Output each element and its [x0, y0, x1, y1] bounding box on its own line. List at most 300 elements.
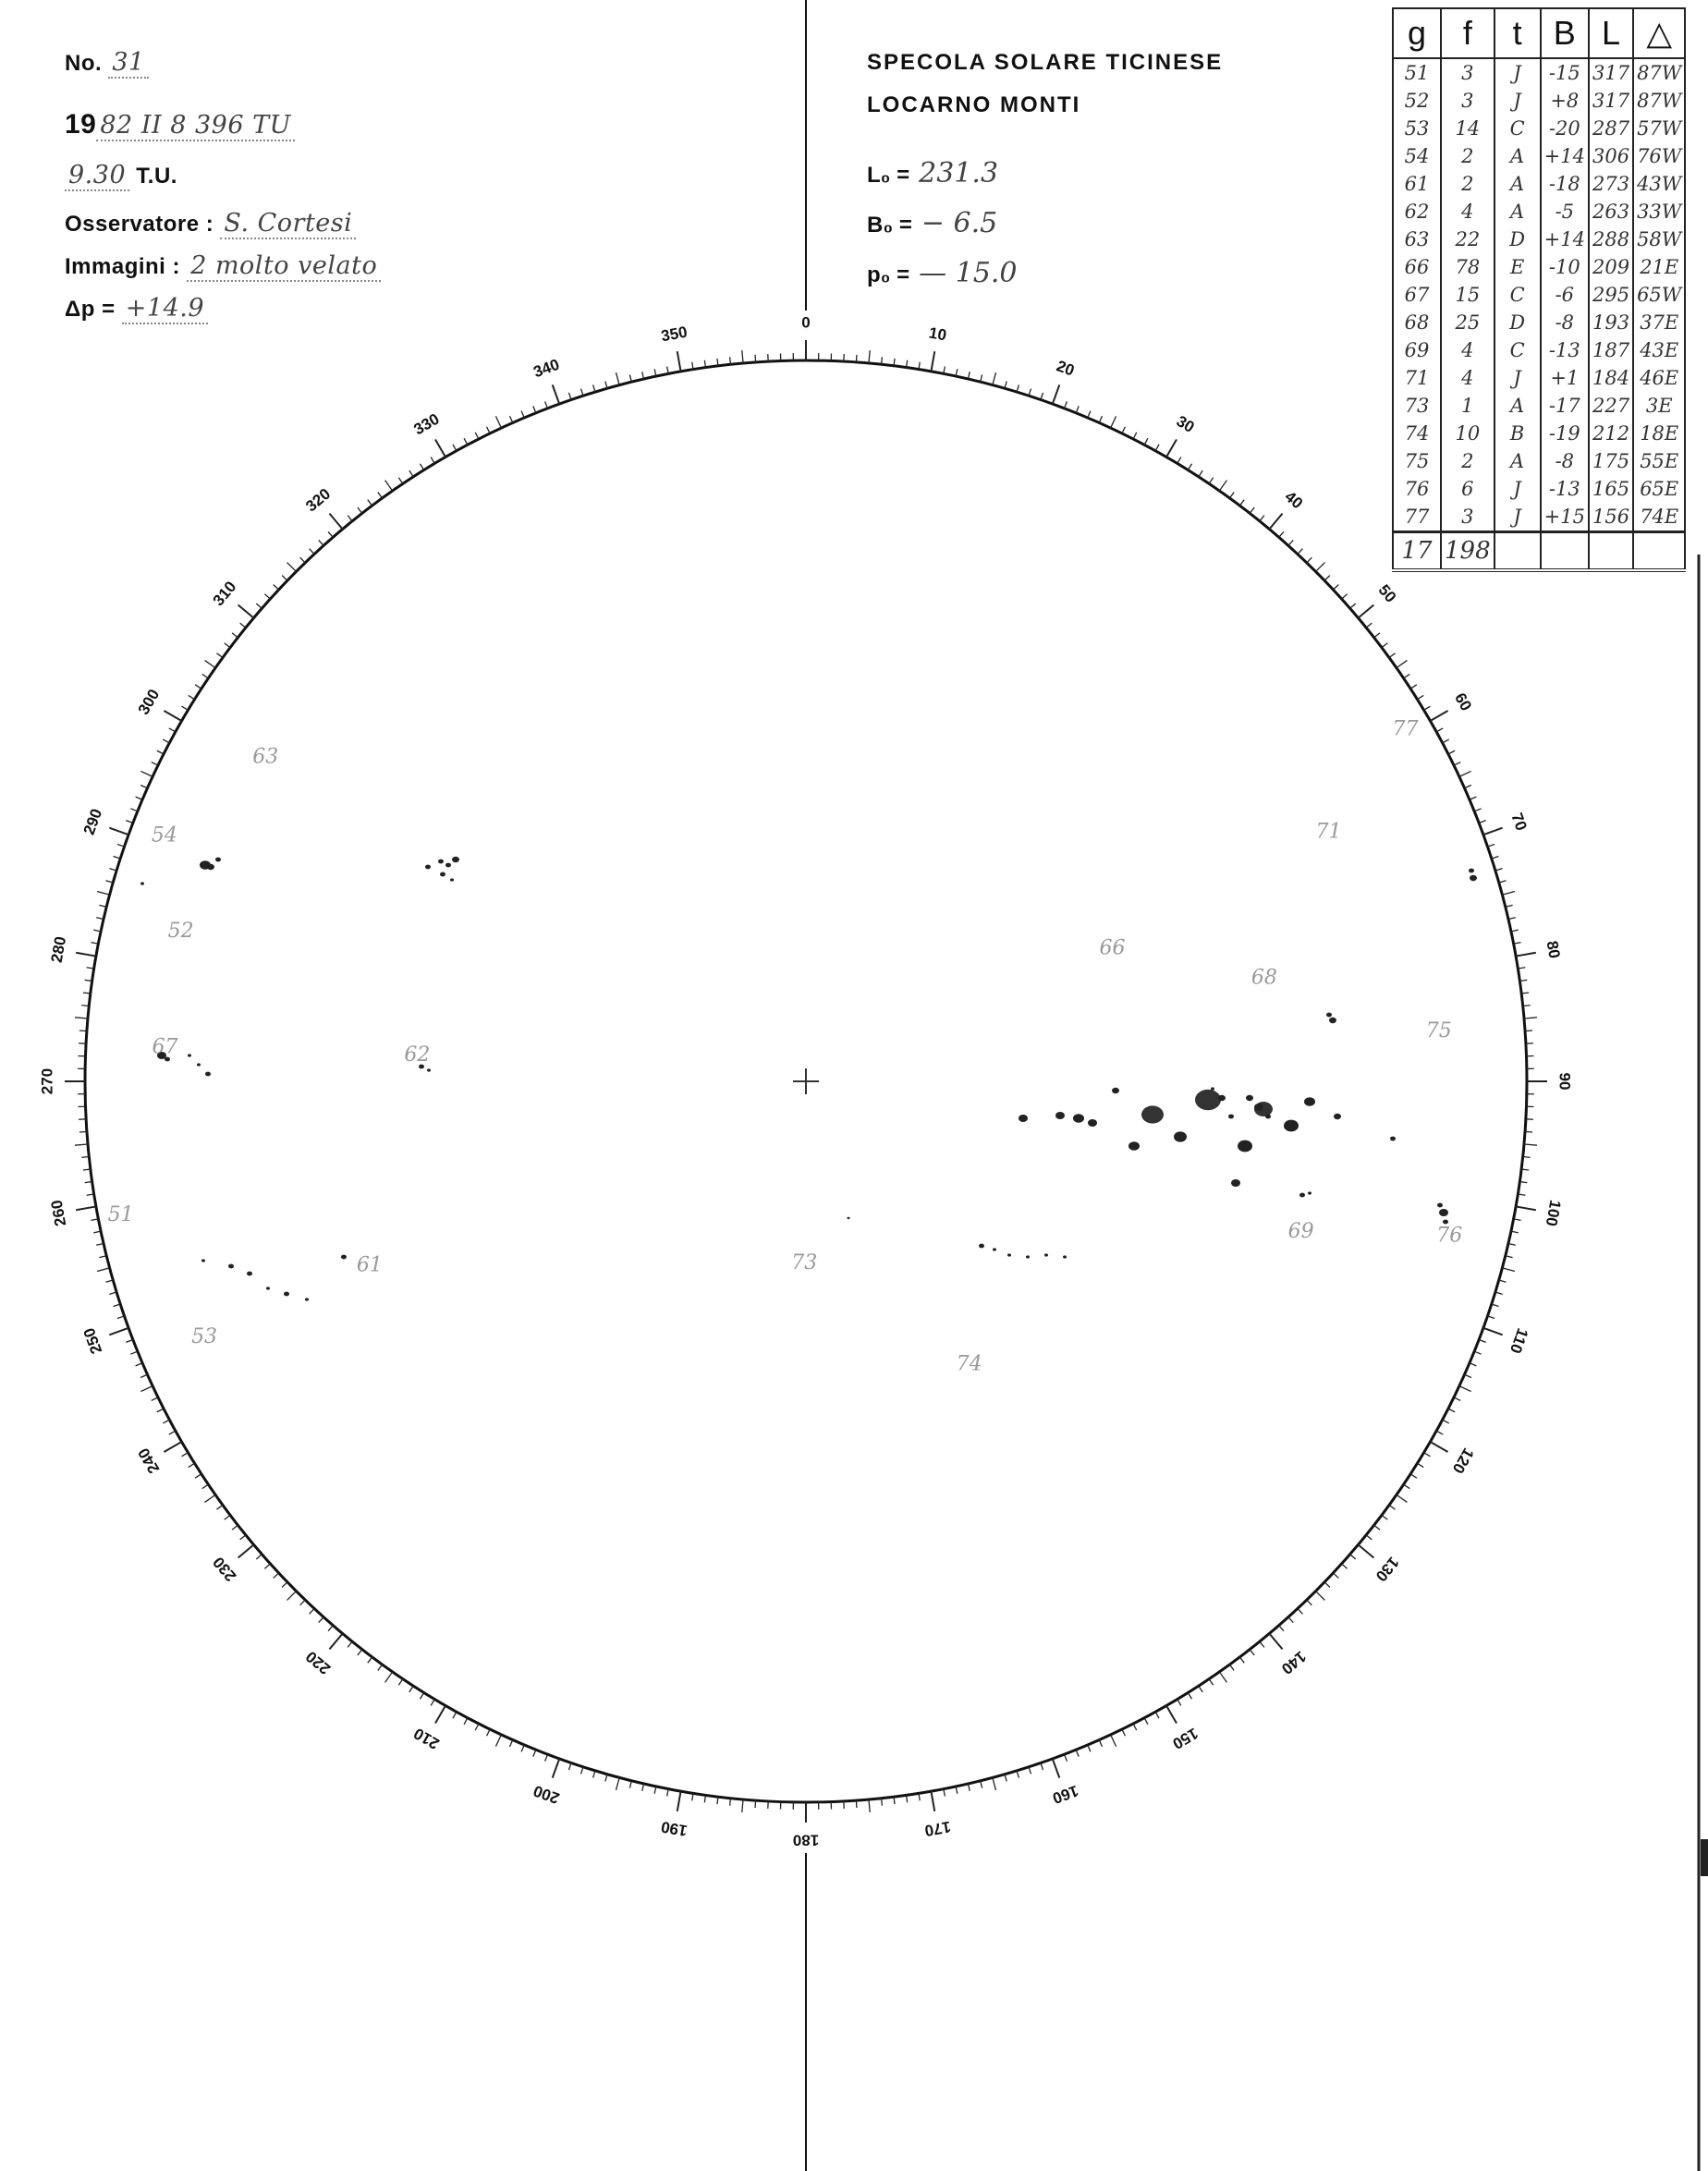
table-cell: -8 — [1541, 447, 1589, 475]
scale-label: 310 — [209, 578, 240, 610]
scale-tick — [1350, 1555, 1356, 1559]
scale-tick — [616, 372, 619, 385]
table-cell: 156 — [1589, 503, 1633, 532]
group-label: 68 — [1250, 966, 1277, 990]
group-label: 61 — [356, 1253, 383, 1277]
group-label: 77 — [1392, 717, 1419, 741]
scale-tick — [216, 1505, 222, 1509]
scale-tick — [1470, 797, 1476, 799]
param-L0-value: 231.3 — [919, 157, 999, 189]
scale-tick — [1342, 1564, 1348, 1568]
scale-tick — [1479, 821, 1485, 823]
sheet-number-value: 31 — [108, 48, 148, 79]
scale-tick — [97, 891, 110, 895]
group-label: 73 — [791, 1250, 818, 1275]
scale-tick — [882, 357, 883, 364]
scale-tick — [169, 728, 176, 732]
scale-label: 250 — [79, 1325, 106, 1357]
scale-tick — [130, 1351, 137, 1354]
scale-tick — [378, 492, 383, 497]
scale-tick — [1525, 1131, 1532, 1132]
table-cell: 66 — [1393, 253, 1441, 281]
sunspot — [197, 1063, 201, 1066]
scale-label: 210 — [410, 1724, 443, 1753]
table-cell: 67 — [1393, 281, 1441, 309]
scale-tick — [1229, 492, 1234, 497]
scale-tick — [1288, 1617, 1293, 1623]
table-cell: 43W — [1633, 170, 1685, 198]
images-value: 2 molto velato — [187, 251, 381, 282]
scale-tick — [202, 674, 209, 677]
table-cell: 193 — [1589, 309, 1633, 336]
table-cell: 15 — [1441, 281, 1494, 309]
scale-tick — [521, 411, 524, 418]
col-header-delta: △ — [1633, 8, 1685, 58]
sunspot — [438, 860, 444, 864]
scale-tick — [1524, 1144, 1537, 1145]
table-cell: 76 — [1393, 475, 1441, 503]
group-label: 67 — [152, 1035, 178, 1059]
param-L0-label: L₀ = — [867, 163, 910, 188]
scale-tick — [348, 516, 352, 521]
scale-tick — [238, 604, 254, 617]
scale-tick — [287, 1592, 297, 1601]
group-label: 69 — [1287, 1219, 1314, 1243]
scale-tick — [163, 739, 169, 743]
group-label: 62 — [404, 1043, 431, 1067]
scale-label: 300 — [134, 686, 164, 718]
scale-label: 80 — [1543, 939, 1564, 960]
scale-tick — [274, 585, 279, 590]
scale-tick — [1088, 1745, 1091, 1751]
table-cell: 52 — [1393, 87, 1441, 115]
scale-tick — [464, 438, 468, 445]
sunspot — [1026, 1255, 1030, 1258]
sunspot — [1334, 1114, 1341, 1119]
scale-tick — [1465, 785, 1471, 787]
sunspot — [1308, 1191, 1312, 1194]
scale-tick — [75, 1144, 88, 1145]
scale-label: 340 — [531, 355, 562, 382]
table-cell: A — [1494, 170, 1541, 198]
sunspot — [979, 1244, 984, 1249]
scale-tick — [398, 1679, 402, 1686]
table-cell: 51 — [1393, 58, 1441, 87]
scale-tick — [97, 1268, 110, 1272]
sunspot — [1304, 1097, 1315, 1106]
scale-label: 290 — [79, 806, 106, 837]
table-cell: -15 — [1541, 58, 1589, 87]
scale-tick — [1417, 1463, 1423, 1467]
scale-label: 270 — [38, 1067, 56, 1095]
scale-tick — [225, 1515, 230, 1519]
scale-label: 160 — [1050, 1781, 1081, 1808]
scale-tick — [164, 1442, 181, 1452]
table-cell: C — [1494, 336, 1541, 364]
scale-tick — [616, 1777, 619, 1790]
scale-tick — [869, 1799, 870, 1812]
scale-tick — [1307, 1600, 1312, 1605]
scale-tick — [1397, 1494, 1407, 1502]
scale-tick — [157, 1409, 164, 1412]
scale-label: 150 — [1169, 1724, 1202, 1753]
scale-tick — [487, 1729, 491, 1736]
scale-label: 110 — [1506, 1325, 1532, 1356]
scale-tick — [409, 470, 413, 477]
scale-tick — [1436, 728, 1443, 732]
table-cell: 175 — [1589, 447, 1633, 475]
table-cell: 74E — [1633, 503, 1685, 532]
sunspot — [452, 857, 459, 862]
table-cell: A — [1494, 142, 1541, 170]
scale-tick — [1479, 1340, 1485, 1343]
scale-tick — [1430, 711, 1447, 721]
scale-tick — [755, 355, 756, 362]
scale-tick — [1279, 1626, 1284, 1631]
scale-label: 320 — [302, 484, 335, 516]
table-cell: 3 — [1441, 58, 1494, 87]
sunspot — [341, 1255, 347, 1260]
scale-tick — [1324, 576, 1330, 581]
scale-tick — [1342, 594, 1348, 599]
col-header-B: B — [1541, 8, 1589, 58]
sunspot — [993, 1248, 996, 1250]
table-cell: -13 — [1541, 336, 1589, 364]
scale-tick — [1177, 1700, 1181, 1706]
scale-tick — [1382, 643, 1387, 648]
table-cell: 22 — [1441, 226, 1494, 253]
table-cell: 55E — [1633, 447, 1685, 475]
sunspot — [247, 1272, 252, 1276]
table-cell: +14 — [1541, 142, 1589, 170]
group-label: 53 — [191, 1325, 218, 1349]
scale-tick — [300, 1600, 306, 1605]
scale-tick — [1219, 481, 1226, 491]
scale-tick — [287, 563, 297, 572]
scale-tick — [1065, 401, 1068, 408]
scale-tick — [1389, 1505, 1395, 1509]
scale-tick — [533, 406, 536, 412]
table-cell: J — [1494, 87, 1541, 115]
scale-tick — [398, 478, 402, 484]
table-cell: 73 — [1393, 392, 1441, 420]
observatory-location: LOCARNO MONTI — [867, 92, 1081, 117]
sunspot — [440, 872, 445, 877]
scale-tick — [435, 439, 445, 457]
scale-tick — [1209, 478, 1213, 484]
scale-tick — [1410, 1474, 1417, 1478]
scale-tick — [1417, 695, 1423, 699]
scale-tick — [742, 350, 743, 363]
scale-tick — [1443, 739, 1449, 743]
scale-tick — [869, 350, 870, 363]
date-value: 82 II 8 396 TU — [96, 111, 295, 141]
scale-tick — [1053, 384, 1060, 404]
table-cell: 37E — [1633, 309, 1685, 336]
scale-tick — [1424, 1453, 1431, 1457]
scale-tick — [545, 1754, 548, 1761]
scale-tick — [189, 695, 195, 699]
table-cell: 3 — [1441, 503, 1494, 532]
scale-tick — [238, 1544, 254, 1557]
scale-tick — [1209, 1679, 1213, 1686]
scale-tick — [1404, 1484, 1410, 1488]
table-cell: -20 — [1541, 115, 1589, 142]
scale-tick — [79, 1131, 87, 1132]
scale-tick — [1374, 633, 1380, 638]
scale-tick — [1188, 464, 1191, 470]
scale-tick — [677, 1791, 681, 1811]
scale-tick — [1448, 1409, 1455, 1412]
scale-label: 180 — [792, 1831, 820, 1849]
scale-tick — [328, 1626, 333, 1631]
table-cell: A — [1494, 447, 1541, 475]
scale-tick — [677, 351, 681, 372]
scale-label: 220 — [302, 1647, 335, 1678]
scale-tick — [495, 1735, 501, 1747]
table-cell: 2 — [1441, 447, 1494, 475]
sunspot — [1044, 1253, 1048, 1256]
scale-label: 0 — [801, 313, 811, 332]
table-cell: 6 — [1441, 475, 1494, 503]
scale-tick — [1065, 1754, 1068, 1761]
table-cell: 288 — [1589, 226, 1633, 253]
sunspot — [205, 1072, 211, 1077]
scale-tick — [1053, 1759, 1060, 1778]
scale-label: 230 — [209, 1553, 240, 1585]
table-cell: J — [1494, 58, 1541, 87]
scale-tick — [182, 706, 189, 710]
sunspot — [1218, 1095, 1226, 1101]
table-cell: +1 — [1541, 364, 1589, 392]
col-header-f: f — [1441, 8, 1494, 58]
table-cell: -17 — [1541, 392, 1589, 420]
scale-tick — [1076, 406, 1079, 412]
sunspot — [1439, 1209, 1448, 1216]
scale-tick — [993, 372, 996, 385]
scale-tick — [1088, 411, 1091, 418]
scale-tick — [475, 1724, 479, 1730]
scale-tick — [730, 357, 731, 364]
scale-tick — [1382, 1515, 1387, 1519]
scale-tick — [495, 416, 501, 428]
sunspot — [1228, 1115, 1234, 1119]
scale-tick — [319, 1617, 323, 1623]
scale-tick — [205, 661, 215, 668]
sunspot — [1019, 1115, 1028, 1122]
table-cell: 69 — [1393, 336, 1441, 364]
scale-tick — [136, 797, 142, 799]
table-cell: 2 — [1441, 170, 1494, 198]
scale-tick — [81, 1157, 89, 1158]
table-cell: 1 — [1441, 392, 1494, 420]
scale-tick — [1454, 762, 1460, 766]
table-cell: +14 — [1541, 226, 1589, 253]
param-p0-label: p₀ = — [867, 262, 910, 287]
scale-tick — [1099, 416, 1102, 422]
group-label: 76 — [1436, 1224, 1463, 1248]
table-cell: 77 — [1393, 503, 1441, 532]
scale-tick — [1260, 1641, 1264, 1647]
table-cell: 76W — [1633, 142, 1685, 170]
table-cell: 25 — [1441, 309, 1494, 336]
table-cell: 65E — [1633, 475, 1685, 503]
table-cell: D — [1494, 226, 1541, 253]
sunspot — [228, 1264, 234, 1269]
observer-value: S. Cortesi — [220, 209, 356, 239]
total-groups: 17 — [1393, 532, 1441, 571]
scale-tick — [742, 1799, 743, 1812]
param-B0-label: B₀ = — [867, 213, 912, 238]
sunspot — [1088, 1119, 1097, 1127]
table-cell: 75 — [1393, 447, 1441, 475]
sunspot — [445, 863, 451, 868]
scale-tick — [521, 1745, 524, 1751]
scale-tick — [1397, 661, 1407, 668]
group-label: 66 — [1099, 936, 1126, 960]
scale-tick — [856, 355, 857, 362]
scale-tick — [553, 384, 560, 404]
scale-tick — [509, 1740, 512, 1747]
table-cell: 61 — [1393, 170, 1441, 198]
table-cell: 4 — [1441, 364, 1494, 392]
sheet-number-label: No. — [65, 51, 103, 76]
scale-tick — [1133, 1724, 1137, 1730]
table-cell: -19 — [1541, 420, 1589, 447]
scale-tick — [1298, 549, 1302, 555]
group-label: 54 — [151, 823, 177, 848]
scale-tick — [1298, 1608, 1302, 1614]
scale-tick — [1470, 1363, 1476, 1366]
sunspot — [450, 878, 454, 881]
scale-tick — [545, 401, 548, 408]
table-cell: -6 — [1541, 281, 1589, 309]
scale-label: 170 — [922, 1817, 953, 1840]
scale-label: 30 — [1173, 412, 1198, 436]
sunspot — [305, 1298, 309, 1300]
table-cell: D — [1494, 309, 1541, 336]
scale-tick — [553, 1759, 560, 1778]
scale-tick — [420, 1692, 423, 1699]
scale-tick — [1250, 507, 1254, 513]
scale-tick — [378, 1665, 383, 1670]
scale-label: 70 — [1507, 811, 1531, 834]
scale-tick — [385, 481, 393, 491]
sunspot — [1007, 1253, 1011, 1256]
scale-tick — [1133, 433, 1137, 439]
sunspot — [1246, 1095, 1253, 1101]
scale-tick — [1459, 1386, 1471, 1392]
scale-label: 20 — [1054, 357, 1077, 380]
table-cell: C — [1494, 115, 1541, 142]
table-cell: -8 — [1541, 309, 1589, 336]
scale-tick — [189, 1463, 195, 1467]
scale-tick — [140, 1386, 152, 1392]
scale-tick — [1333, 1573, 1338, 1578]
scale-tick — [1239, 500, 1244, 506]
scale-tick — [140, 771, 152, 776]
scale-tick — [1502, 891, 1515, 895]
scale-tick — [1359, 604, 1374, 617]
table-cell: 63 — [1393, 226, 1441, 253]
sunspot — [427, 1068, 431, 1071]
scale-tick — [1324, 1582, 1330, 1588]
scale-tick — [1424, 706, 1431, 710]
scale-tick — [1177, 457, 1181, 464]
scale-tick — [328, 531, 333, 537]
scale-tick — [431, 457, 434, 464]
scale-tick — [1250, 1650, 1254, 1655]
scale-tick — [1229, 1665, 1234, 1670]
scale-tick — [1316, 563, 1325, 572]
scale-tick — [152, 762, 158, 766]
scale-tick — [264, 594, 270, 599]
scale-tick — [856, 1800, 857, 1808]
sunspot — [1326, 1013, 1332, 1018]
sunspot-drawings — [140, 857, 1477, 1301]
scale-tick — [126, 821, 132, 823]
param-p0-value: — 15.0 — [919, 257, 1018, 289]
table-cell: 317 — [1589, 58, 1633, 87]
scale-tick — [1199, 470, 1202, 477]
scale-tick — [1144, 1718, 1148, 1725]
scale-tick — [431, 1700, 434, 1706]
scale-tick — [1443, 1420, 1449, 1423]
table-cell: 74 — [1393, 420, 1441, 447]
table-cell: 295 — [1589, 281, 1633, 309]
scale-tick — [435, 1705, 445, 1723]
scale-tick — [1448, 750, 1455, 754]
col-header-L: L — [1589, 8, 1633, 58]
table-cell: 10 — [1441, 420, 1494, 447]
scale-tick — [1389, 653, 1395, 658]
scale-tick — [1474, 809, 1481, 811]
sunspot — [1055, 1112, 1065, 1119]
scale-tick — [509, 416, 512, 422]
table-cell: 58W — [1633, 226, 1685, 253]
table-cell: J — [1494, 364, 1541, 392]
scale-label: 120 — [1448, 1445, 1478, 1477]
scale-label: 200 — [531, 1781, 562, 1808]
sunspot — [1299, 1193, 1305, 1198]
scale-tick — [1474, 1351, 1481, 1354]
scale-tick — [140, 1374, 147, 1377]
scale-tick — [264, 1564, 270, 1568]
scale-tick — [1350, 604, 1356, 608]
scale-tick — [310, 1608, 314, 1614]
table-cell: -5 — [1541, 198, 1589, 226]
scale-tick — [931, 351, 934, 372]
scale-tick — [1459, 771, 1471, 776]
table-cell: +8 — [1541, 87, 1589, 115]
scale-tick — [1502, 1268, 1515, 1272]
scale-tick — [385, 1672, 393, 1682]
delta-p-label: Δp = — [65, 297, 116, 322]
scale-tick — [109, 1328, 128, 1336]
scale-tick — [140, 785, 147, 787]
scale-tick — [182, 1453, 189, 1457]
scale-label: 280 — [47, 934, 70, 965]
scale-tick — [1076, 1750, 1079, 1756]
scale-tick — [1410, 685, 1417, 689]
scale-tick — [329, 1634, 342, 1650]
table-cell: B — [1494, 420, 1541, 447]
scale-tick — [130, 809, 137, 811]
group-label: 51 — [107, 1202, 134, 1226]
scale-tick — [240, 623, 246, 628]
scale-tick — [164, 711, 181, 721]
sunspot — [1254, 1104, 1263, 1111]
